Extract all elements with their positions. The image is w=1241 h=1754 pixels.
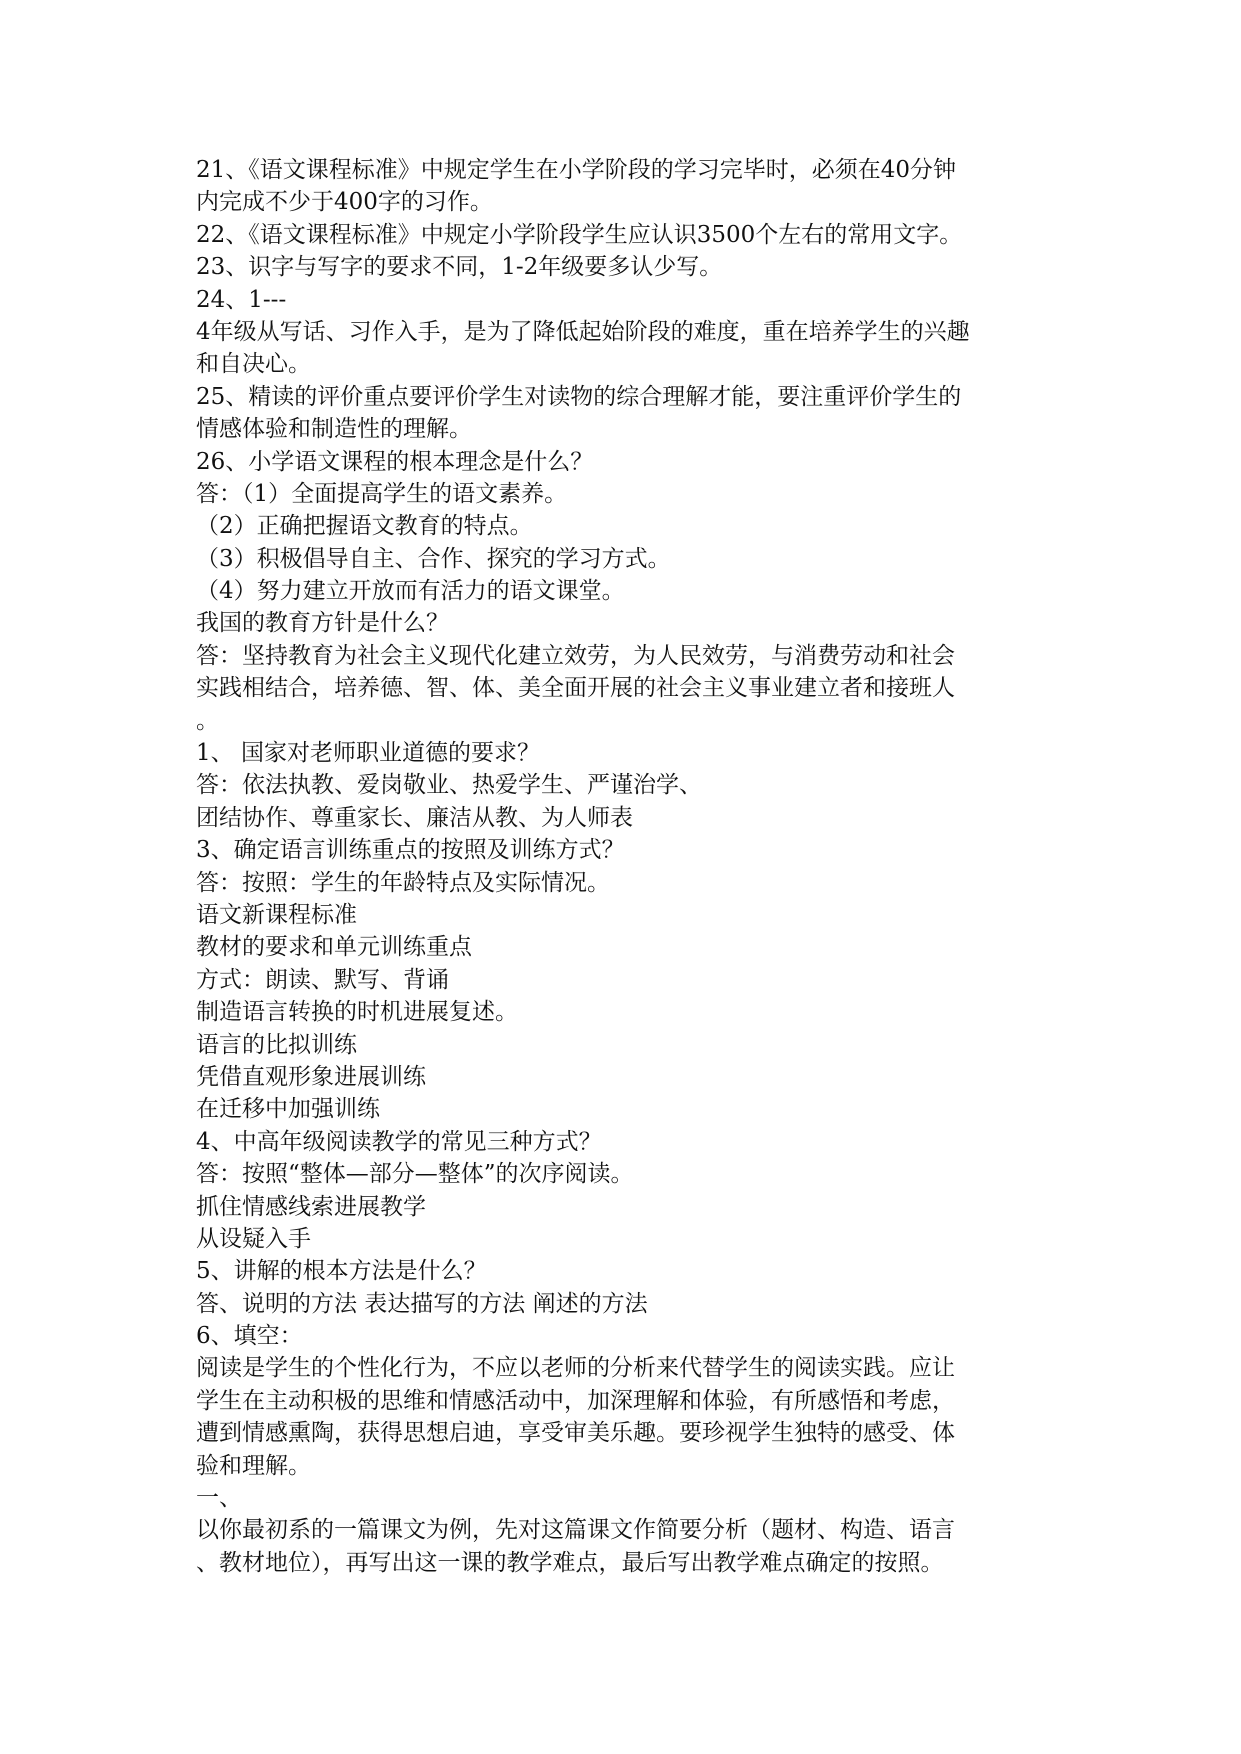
text-line: 在迁移中加强训练 xyxy=(196,1096,380,1123)
document-body xyxy=(196,154,1046,1579)
text-line: 从设疑入手 xyxy=(196,1225,311,1252)
text-line: 内完成不少于400字的习作。 xyxy=(196,189,493,216)
text-line: 、教材地位），再写出这一课的教学难点，最后写出教学难点确定的按照。 xyxy=(196,1549,944,1576)
text-line: 学生在主动积极的思维和情感活动中，加深理解和体验，有所感悟和考虑， xyxy=(196,1387,955,1414)
text-line: 教材的要求和单元训练重点 xyxy=(196,934,472,961)
text-line: 答：按照：学生的年龄特点及实际情况。 xyxy=(196,869,610,896)
text-line: 答、说明的方法 表达描写的方法 阐述的方法 xyxy=(196,1290,648,1317)
text-line: 语文新课程标准 xyxy=(196,901,357,928)
text-line: 凭借直观形象进展训练 xyxy=(196,1063,426,1090)
text-line: 情感体验和制造性的理解。 xyxy=(196,416,472,443)
text-line: 方式：朗读、默写、背诵 xyxy=(196,966,449,993)
text-line: 实践相结合，培养德、智、体、美全面开展的社会主义事业建立者和接班人 xyxy=(196,675,955,702)
text-line: 制造语言转换的时机进展复述。 xyxy=(196,999,518,1026)
text-line: 21、《语文课程标准》中规定学生在小学阶段的学习完毕时，必须在40分钟 xyxy=(196,157,957,183)
text-line: （3）积极倡导自主、合作、探究的学习方式。 xyxy=(196,545,671,572)
text-line: 验和理解。 xyxy=(196,1452,311,1479)
text-line: （2）正确把握语文教育的特点。 xyxy=(196,513,533,540)
text-line: 我国的教育方针是什么？ xyxy=(196,610,449,637)
text-line: 4年级从写话、习作入手，是为了降低起始阶段的难度，重在培养学生的兴趣 xyxy=(196,318,970,345)
text-line: 6、填空： xyxy=(196,1323,303,1350)
text-line: 3、确定语言训练重点的按照及训练方式？ xyxy=(196,837,625,864)
text-line: 一、 xyxy=(196,1485,242,1512)
text-line: 答：按照“整体—部分—整体”的次序阅读。 xyxy=(196,1161,634,1188)
text-line: 23、识字与写字的要求不同，1-2年级要多认少写。 xyxy=(196,254,723,281)
text-line: 团结协作、尊重家长、廉洁从教、为人师表 xyxy=(196,804,633,831)
text-line: 。 xyxy=(196,707,219,734)
text-line: 26、小学语文课程的根本理念是什么？ xyxy=(196,448,594,475)
text-line: 阅读是学生的个性化行为，不应以老师的分析来代替学生的阅读实践。应让 xyxy=(196,1355,955,1382)
text-line: 以你最初系的一篇课文为例，先对这篇课文作简要分析（题材、构造、语言 xyxy=(196,1517,955,1544)
text-line: 答：坚持教育为社会主义现代化建立效劳，为人民效劳，与消费劳动和社会 xyxy=(196,642,955,669)
text-line: 语言的比拟训练 xyxy=(196,1031,357,1058)
text-line: 1、 国家对老师职业道德的要求？ xyxy=(196,740,540,767)
text-line: 5、讲解的根本方法是什么？ xyxy=(196,1258,487,1285)
text-line: 22、《语文课程标准》中规定小学阶段学生应认识3500个左右的常用文字。 xyxy=(196,221,963,248)
text-line: 4、中高年级阅读教学的常见三种方式？ xyxy=(196,1128,602,1155)
text-line: 和自决心。 xyxy=(196,351,311,378)
text-line: 抓住情感线索进展教学 xyxy=(196,1193,426,1220)
text-line: 答：依法执教、爱岗敬业、热爱学生、严谨治学、 xyxy=(196,772,702,799)
text-line: 25、精读的评价重点要评价学生对读物的综合理解才能，要注重评价学生的 xyxy=(196,383,962,410)
text-line: 24、1--- xyxy=(196,286,287,313)
text-line: 答：（1）全面提高学生的语文素养。 xyxy=(196,480,568,507)
text-line: （4）努力建立开放而有活力的语文课堂。 xyxy=(196,578,625,605)
text-line: 遭到情感熏陶，获得思想启迪，享受审美乐趣。要珍视学生独特的感受、体 xyxy=(196,1420,955,1447)
